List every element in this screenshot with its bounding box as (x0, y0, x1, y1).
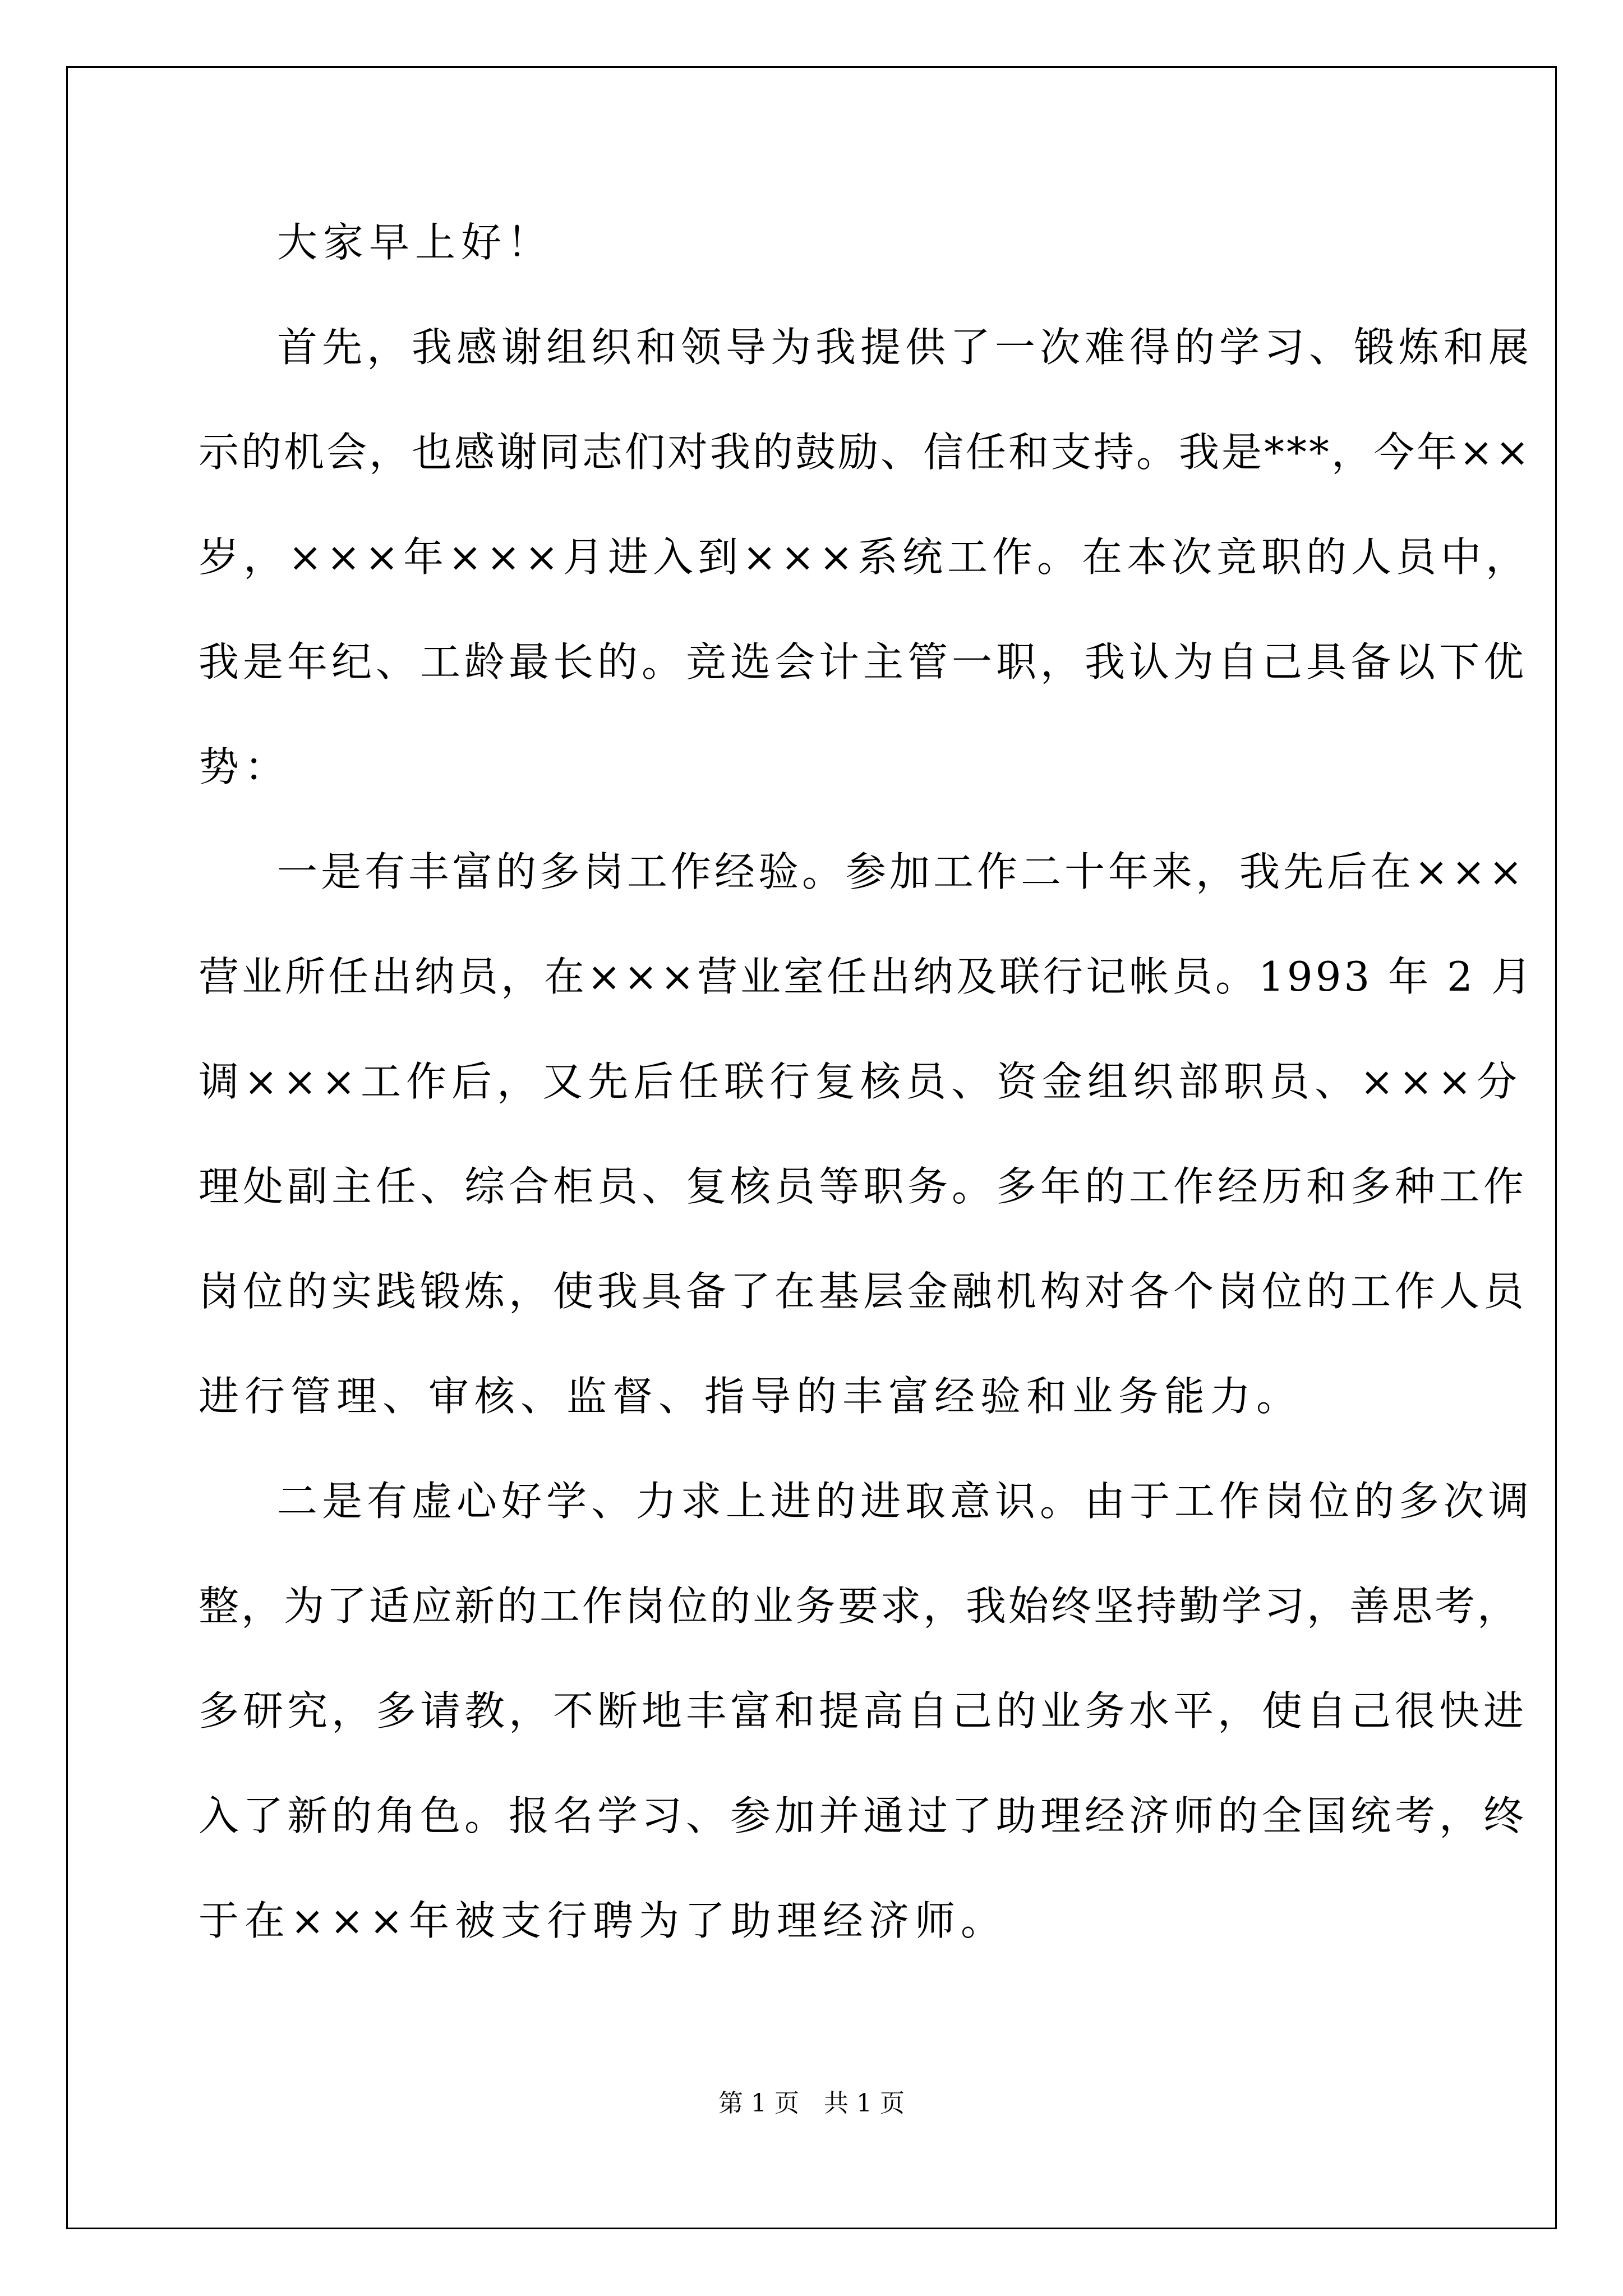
paragraph-1-line-3: 岁，×××年×××月进入到×××系统工作。在本次竞职的人员中， (199, 533, 1530, 581)
paragraph-3-line-1: 二是有虚心好学、力求上进的进取意识。由于工作岗位的多次调 (277, 1478, 1534, 1525)
paragraph-1-line-4: 我是年纪、工龄最长的。竞选会计主管一职，我认为自己具备以下优 (199, 638, 1528, 685)
paragraph-2-line-3: 调×××工作后，又先后任联行复核员、资金组织部职员、×××分 (199, 1058, 1522, 1105)
paragraph-2-line-6: 进行管理、审核、监督、指导的丰富经验和业务能力。 (199, 1373, 1303, 1420)
paragraph-2-line-2: 营业所任出纳员，在×××营业室任出纳及联行记帐员。1993 年 2 月 (199, 953, 1534, 1000)
paragraph-3-line-3: 多研究，多请教，不断地丰富和提高自己的业务水平，使自己很快进 (199, 1687, 1528, 1734)
paragraph-2-line-1: 一是有丰富的多岗工作经验。参加工作二十年来，我先后在××× (277, 848, 1526, 895)
paragraph-1-line-1: 首先，我感谢组织和领导为我提供了一次难得的学习、锻炼和展 (277, 324, 1534, 371)
paragraph-2-line-5: 岗位的实践锻炼，使我具备了在基层金融机构对各个岗位的工作人员 (199, 1268, 1528, 1315)
page-number-footer: 第 1 页 共 1 页 (718, 2089, 905, 2118)
paragraph-3-line-2: 整，为了适应新的工作岗位的业务要求，我始终坚持勤学习，善思考， (199, 1582, 1520, 1630)
greeting-line: 大家早上好！ (277, 219, 554, 266)
paragraph-3-line-4: 入了新的角色。报名学习、参加并通过了助理经济师的全国统考，终 (199, 1792, 1528, 1839)
paragraph-1-line-2: 示的机会，也感谢同志们对我的鼓励、信任和支持。我是***，今年×× (199, 429, 1532, 476)
paragraph-2-line-4: 理处副主任、综合柜员、复核员等职务。多年的工作经历和多种工作 (199, 1163, 1528, 1210)
paragraph-3-line-5: 于在×××年被支行聘为了助理经济师。 (199, 1897, 1007, 1944)
paragraph-1-line-5: 势： (199, 743, 291, 790)
